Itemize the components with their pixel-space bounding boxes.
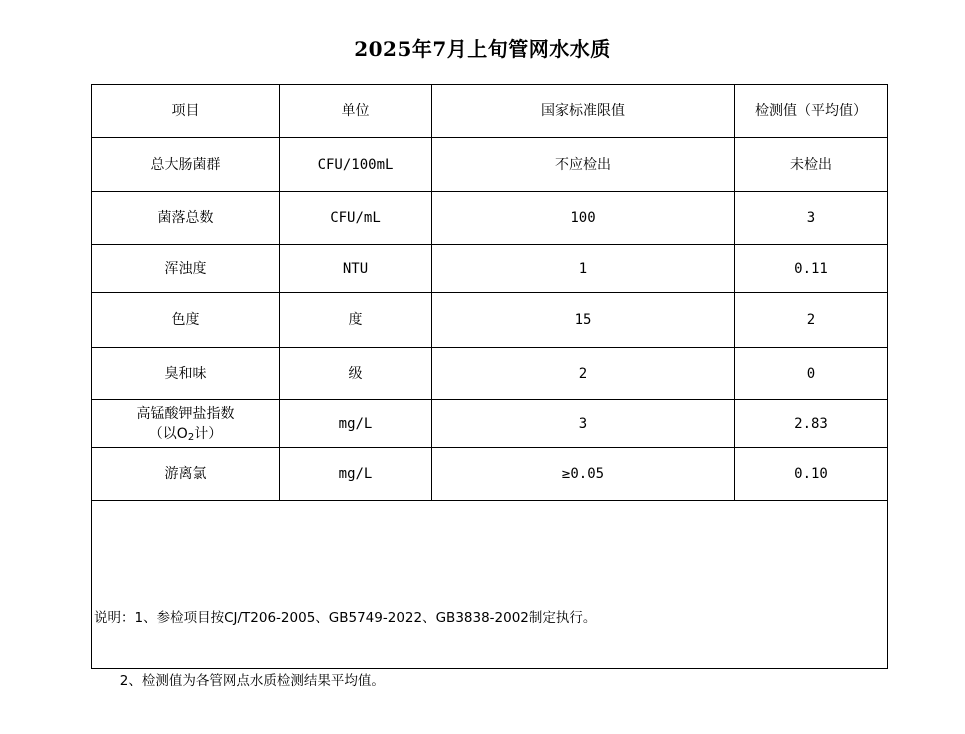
row-limit: 15 [432, 293, 735, 348]
table-row [92, 448, 888, 501]
row-item-line2-suffix: 计） [194, 425, 223, 442]
row-limit: 100 [432, 192, 735, 245]
row-value: 0.10 [735, 448, 888, 501]
row-item [92, 400, 280, 448]
notes-block [94, 566, 596, 734]
row-limit: 不应检出 [432, 138, 735, 192]
table-row [92, 192, 888, 245]
row-limit: 1 [432, 245, 735, 293]
table-row [92, 293, 888, 348]
row-item-line2-prefix: （以O [148, 425, 188, 442]
header-item: 项目 [92, 85, 280, 138]
row-item: 总大肠菌群 [92, 138, 280, 192]
note-line-1: 说明：1、参检项目按CJ/T206-2005、GB5749-2022、GB3838-2002制定执行。 [94, 610, 597, 626]
row-unit: CFU/100mL [280, 138, 432, 192]
row-item: 臭和味 [92, 348, 280, 400]
notes-cell [92, 501, 888, 689]
row-value: 0 [735, 348, 888, 400]
row-item: 菌落总数 [92, 192, 280, 245]
row-value: 0.11 [735, 245, 888, 293]
row-value: 2 [735, 293, 888, 348]
header-limit: 国家标准限值 [432, 85, 735, 138]
row-value: 2.83 [735, 400, 888, 448]
row-item-line2-sub: 2 [187, 431, 195, 443]
row-item-line2 [92, 424, 279, 444]
header-value: 检测值（平均值） [735, 85, 888, 138]
header-unit: 单位 [280, 85, 432, 138]
row-unit: mg/L [280, 448, 432, 501]
table-row [92, 400, 888, 448]
table-header-row [92, 85, 888, 138]
row-value: 3 [735, 192, 888, 245]
page-title: 2025年7月上旬管网水水质 [354, 37, 611, 61]
row-limit: ≥0.05 [432, 448, 735, 501]
table-row [92, 138, 888, 192]
row-unit: 度 [280, 293, 432, 348]
row-item-line1: 高锰酸钾盐指数 [136, 405, 235, 422]
water-quality-table [91, 84, 888, 689]
row-unit: mg/L [280, 400, 432, 448]
row-item: 色度 [92, 293, 280, 348]
row-value: 未检出 [735, 138, 888, 192]
row-unit: CFU/mL [280, 192, 432, 245]
row-limit: 2 [432, 348, 735, 400]
row-item: 浑浊度 [92, 245, 280, 293]
row-unit: 级 [280, 348, 432, 400]
row-limit: 3 [432, 400, 735, 448]
notes-row [92, 501, 888, 669]
note-line-2: 2、检测值为各管网点水质检测结果平均值。 [94, 673, 385, 689]
row-item: 游离氯 [92, 448, 280, 501]
row-unit: NTU [280, 245, 432, 293]
table-row [92, 245, 888, 293]
table-row [92, 348, 888, 400]
